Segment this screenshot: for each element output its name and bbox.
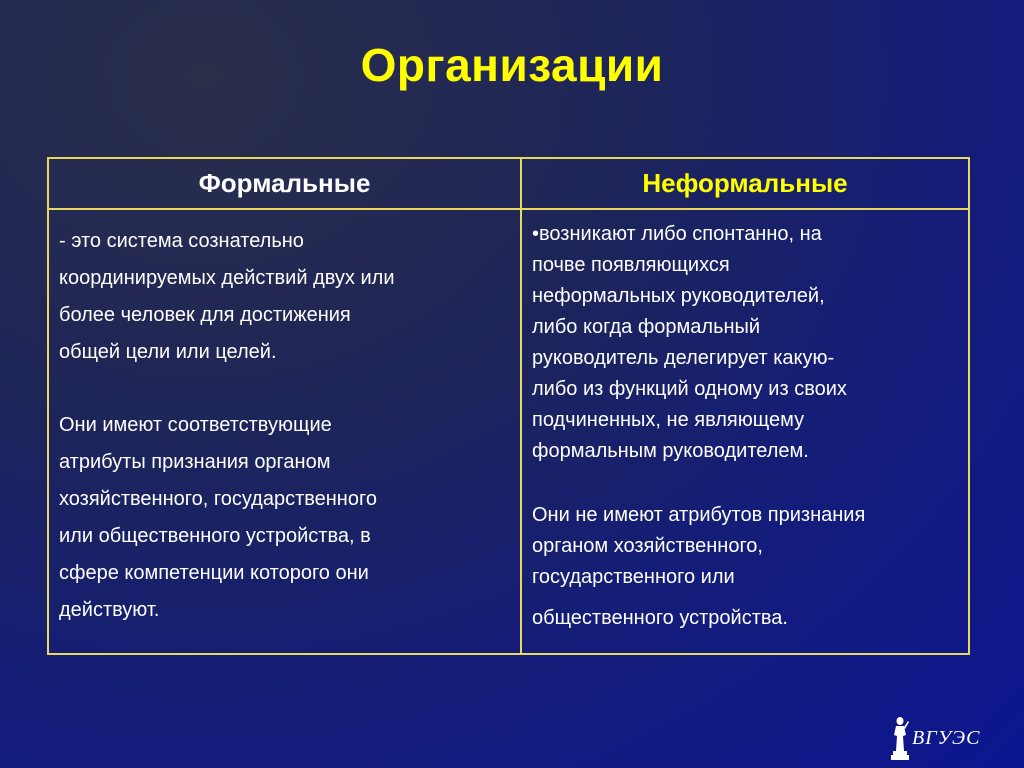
formal-line: атрибуты признания органом — [59, 451, 331, 473]
informal-line: •возникают либо спонтанно, на — [532, 223, 822, 245]
informal-line: государственного или — [532, 566, 735, 588]
column-divider — [520, 159, 522, 653]
formal-line: Они имеют соответствующие — [59, 414, 332, 436]
comparison-table — [47, 157, 970, 655]
formal-line: координируемых действий двух или — [59, 267, 395, 289]
informal-line: Они не имеют атрибутов признания — [532, 504, 866, 526]
informal-line: почве появляющихся — [532, 254, 730, 276]
header-formal: Формальные — [198, 168, 371, 198]
informal-line: формальным руководителем. — [532, 440, 809, 462]
informal-line: подчиненных, не являющему — [532, 409, 805, 431]
university-logo — [890, 715, 1000, 761]
formal-line: более человек для достижения — [59, 304, 351, 326]
slide-title: Организации — [360, 39, 664, 91]
formal-line: или общественного устройства, в — [59, 525, 371, 547]
header-informal: Неформальные — [642, 168, 848, 198]
informal-line: общественного устройства. — [532, 607, 788, 629]
formal-line: хозяйственного, государственного — [59, 488, 377, 510]
formal-line: - это система сознательно — [59, 230, 304, 252]
informal-line: неформальных руководителей, — [532, 285, 825, 307]
formal-line: действуют. — [59, 599, 160, 621]
informal-cell — [532, 219, 962, 634]
table-header-row — [49, 159, 968, 210]
logo-text: ВГУЭС — [912, 727, 981, 749]
statue-icon — [890, 715, 910, 761]
formal-line: общей цели или целей. — [59, 341, 277, 363]
formal-line: сфере компетенции которого они — [59, 562, 369, 584]
informal-line: руководитель делегирует какую- — [532, 347, 835, 369]
informal-line: органом хозяйственного, — [532, 535, 763, 557]
informal-line: либо когда формальный — [532, 316, 761, 338]
informal-line: либо из функций одному из своих — [532, 378, 847, 400]
formal-cell — [59, 223, 514, 629]
